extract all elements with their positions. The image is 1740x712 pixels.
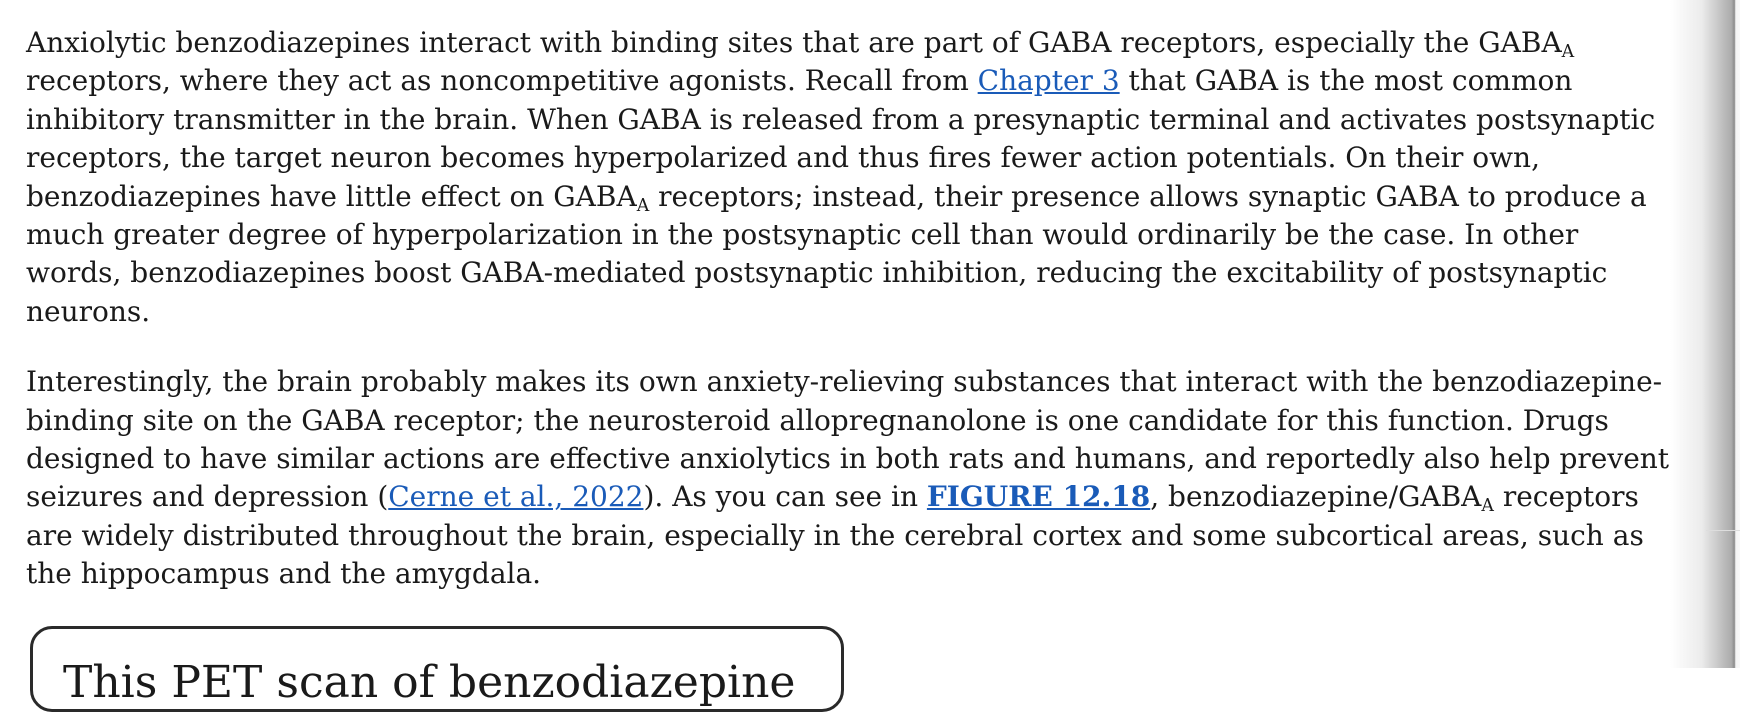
page-edge-shadow [1670, 0, 1740, 668]
p2-text-1: Interestingly, the brain probably makes its own anxiety-relieving substances that interact with the benzodiazepine-binding site on the GABA receptor; the neurosteroid allopregnanolone is one candidate for this function. Drugs designed to have similar actions are effective anxiolytics in both rats and humans, and reportedly also help prevent seizures and depression ( [26, 365, 1670, 514]
paragraph-2 [26, 363, 1676, 593]
p2-text-2: ). As you can see in [643, 480, 927, 514]
chapter-3-link[interactable]: Chapter 3 [977, 64, 1120, 98]
p1-text-3: that GABA is the most common inhibitory transmitter in the brain. When GABA is released from a presynaptic terminal and activates postsynaptic receptors, the target neuron becomes hyperpolarized and thus fires fewer action potentials. On their own, benzodiazepines have little effect on GABA [26, 64, 1656, 213]
figure-caption-text: This PET scan of benzodiazepine [63, 657, 796, 708]
p1-subscript-2: A [636, 195, 650, 216]
p2-text-4: receptors are widely distributed throughout the brain, especially in the cerebral cortex and some subcortical areas, such as the hippocampus and the amygdala. [26, 480, 1644, 591]
text-content [26, 24, 1676, 626]
figure-12-18-link[interactable]: FIGURE 12.18 [926, 480, 1151, 514]
p1-subscript-1: A [1561, 42, 1575, 63]
citation-cerne-link[interactable]: Cerne et al., 2022 [388, 480, 644, 514]
p1-text-2: receptors, where they act as noncompetitive agonists. Recall from [26, 64, 978, 98]
paragraph-1 [26, 24, 1676, 331]
page-edge-divider [1706, 530, 1740, 531]
p1-text-4: receptors; instead, their presence allows synaptic GABA to produce a much greater degree of hyperpolarization in the postsynaptic cell than would ordinarily be the case. In other words, benzodiazepines boost GABA-mediated postsynaptic inhibition, reducing the excitability of postsynaptic neurons. [26, 179, 1647, 328]
p1-text-1: Anxiolytic benzodiazepines interact with binding sites that are part of GABA receptors, especially the GABA [26, 26, 1562, 59]
p2-subscript-1: A [1481, 496, 1494, 517]
p2-text-3: , benzodiazepine/GABA [1150, 480, 1482, 514]
figure-caption-box [30, 626, 844, 712]
